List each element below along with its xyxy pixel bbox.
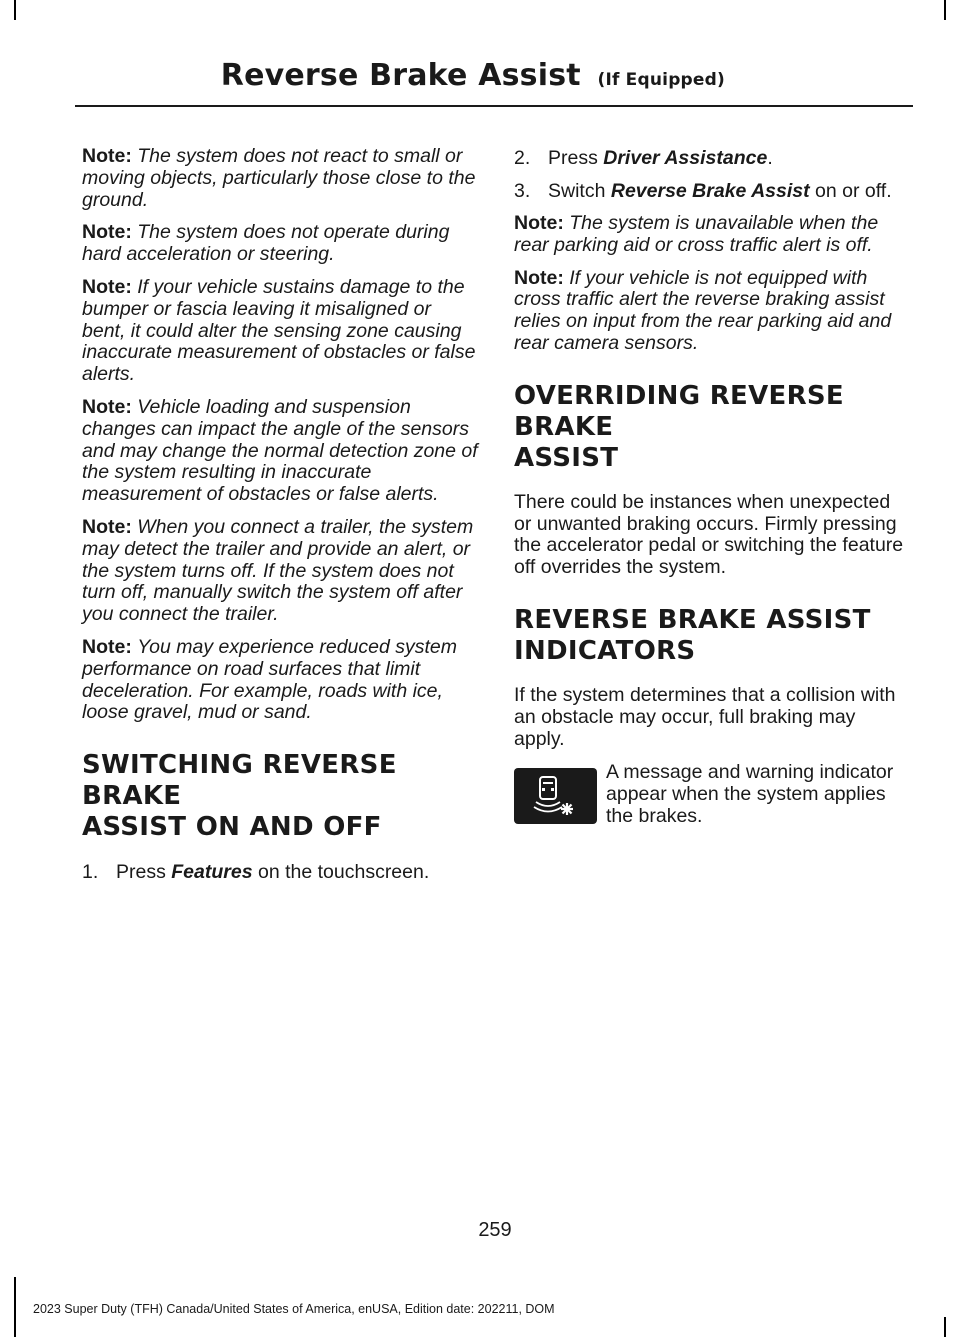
note-paragraph xyxy=(82,277,478,386)
indicator-caption: A message and warning indicator appear when the system applies the brakes. xyxy=(606,761,894,827)
heading-line: ASSIST xyxy=(514,442,619,473)
crop-mark-top-left xyxy=(14,0,16,20)
step-pre: Press xyxy=(548,147,604,169)
note-text: When you connect a trailer, the system may detect the trailer and provide an alert, or the system turns off. If the system does not turn off, manually switch the system off after you connect the trailer. xyxy=(82,515,474,626)
section-heading-overriding xyxy=(514,381,910,474)
note-text: If your vehicle is not equipped with cross traffic alert the reverse braking assist relies on input from the rear parking aid and rear camera sensors. xyxy=(514,266,892,354)
overriding-body: There could be instances when unexpected or unwanted braking occurs. Firmly pressing the accelerator pedal or switching the feature off overrides the system. xyxy=(514,490,904,579)
heading-line: OVERRIDING REVERSE BRAKE xyxy=(514,380,844,442)
heading-line: INDICATORS xyxy=(514,635,696,666)
note-label: Note: xyxy=(82,221,132,244)
step-menu-item: Driver Assistance xyxy=(603,147,768,169)
heading-line: ASSIST ON AND OFF xyxy=(82,812,382,843)
step-number: 2. xyxy=(514,147,531,169)
step-post: . xyxy=(767,147,773,169)
note-label: Note: xyxy=(82,395,132,418)
note-paragraph xyxy=(82,637,478,724)
step-text xyxy=(548,147,773,169)
step-menu-item: Features xyxy=(171,861,253,884)
indicator-row xyxy=(514,762,910,827)
step-1 xyxy=(82,861,478,883)
note-text: Vehicle loading and suspension changes can impact the angle of the sensors and may change the normal detection zone of the system resulting in inaccurate measurement of obstacles or false alerts. xyxy=(82,395,478,506)
indicators-body: If the system determines that a collision with an obstacle may occur, full braking may apply. xyxy=(514,683,896,750)
heading-line: REVERSE BRAKE ASSIST xyxy=(514,604,871,635)
header-divider xyxy=(75,105,913,107)
note-paragraph xyxy=(514,213,910,257)
note-label: Note: xyxy=(82,635,132,658)
note-text: If your vehicle sustains damage to the bumper or fascia leaving it misaligned or bent, it could alter the sensing zone causing inaccurate measurement of obstacles or false alerts. xyxy=(82,275,476,386)
step-text xyxy=(548,180,892,202)
step-post: on the touchscreen. xyxy=(252,861,430,884)
page-title xyxy=(0,58,725,93)
page-title-suffix: (If Equipped) xyxy=(597,70,725,90)
note-text: The system does not operate during hard acceleration or steering. xyxy=(82,221,450,266)
step-menu-item: Reverse Brake Assist xyxy=(610,180,810,202)
reverse-brake-assist-warning-icon-graphic xyxy=(514,768,597,824)
heading-line: SWITCHING REVERSE BRAKE xyxy=(82,750,397,812)
section-heading-indicators xyxy=(514,605,910,667)
step-text xyxy=(116,861,429,883)
step-pre: Switch xyxy=(548,180,611,202)
step-number: 1. xyxy=(82,861,99,884)
crop-mark-bottom-right xyxy=(944,1317,946,1337)
step-number: 3. xyxy=(514,180,531,202)
note-paragraph xyxy=(82,222,478,266)
right-column xyxy=(514,147,910,828)
note-paragraph xyxy=(82,146,478,211)
step-3 xyxy=(514,180,910,202)
reverse-brake-assist-warning-icon xyxy=(514,768,597,824)
step-post: on or off. xyxy=(809,180,892,202)
note-text: The system does not react to small or moving objects, particularly those close to the ground. xyxy=(82,145,476,211)
note-label: Note: xyxy=(514,266,564,289)
page-number: 259 xyxy=(478,1219,512,1241)
section-heading-switching xyxy=(82,750,478,843)
note-paragraph xyxy=(82,397,478,506)
note-text: You may experience reduced system performance on road surfaces that limit deceleration. For example, roads with ice, loose gravel, mud or sand. xyxy=(82,635,458,724)
crop-mark-bottom-left xyxy=(14,1277,16,1337)
note-text: The system is unavailable when the rear parking aid or cross traffic alert is off. xyxy=(514,212,879,256)
step-pre: Press xyxy=(116,861,172,884)
note-paragraph xyxy=(82,517,478,626)
left-column xyxy=(82,146,478,894)
note-label: Note: xyxy=(82,275,132,298)
step-2 xyxy=(514,147,910,169)
crop-mark-top-right xyxy=(944,0,946,20)
note-label: Note: xyxy=(82,145,132,167)
note-paragraph xyxy=(514,268,910,355)
note-label: Note: xyxy=(514,212,564,234)
page-title-main: Reverse Brake Assist xyxy=(220,58,581,93)
note-label: Note: xyxy=(82,515,132,538)
footer-edition: 2023 Super Duty (TFH) Canada/United States of America, enUSA, Edition date: 202211, DOM xyxy=(33,1302,555,1316)
